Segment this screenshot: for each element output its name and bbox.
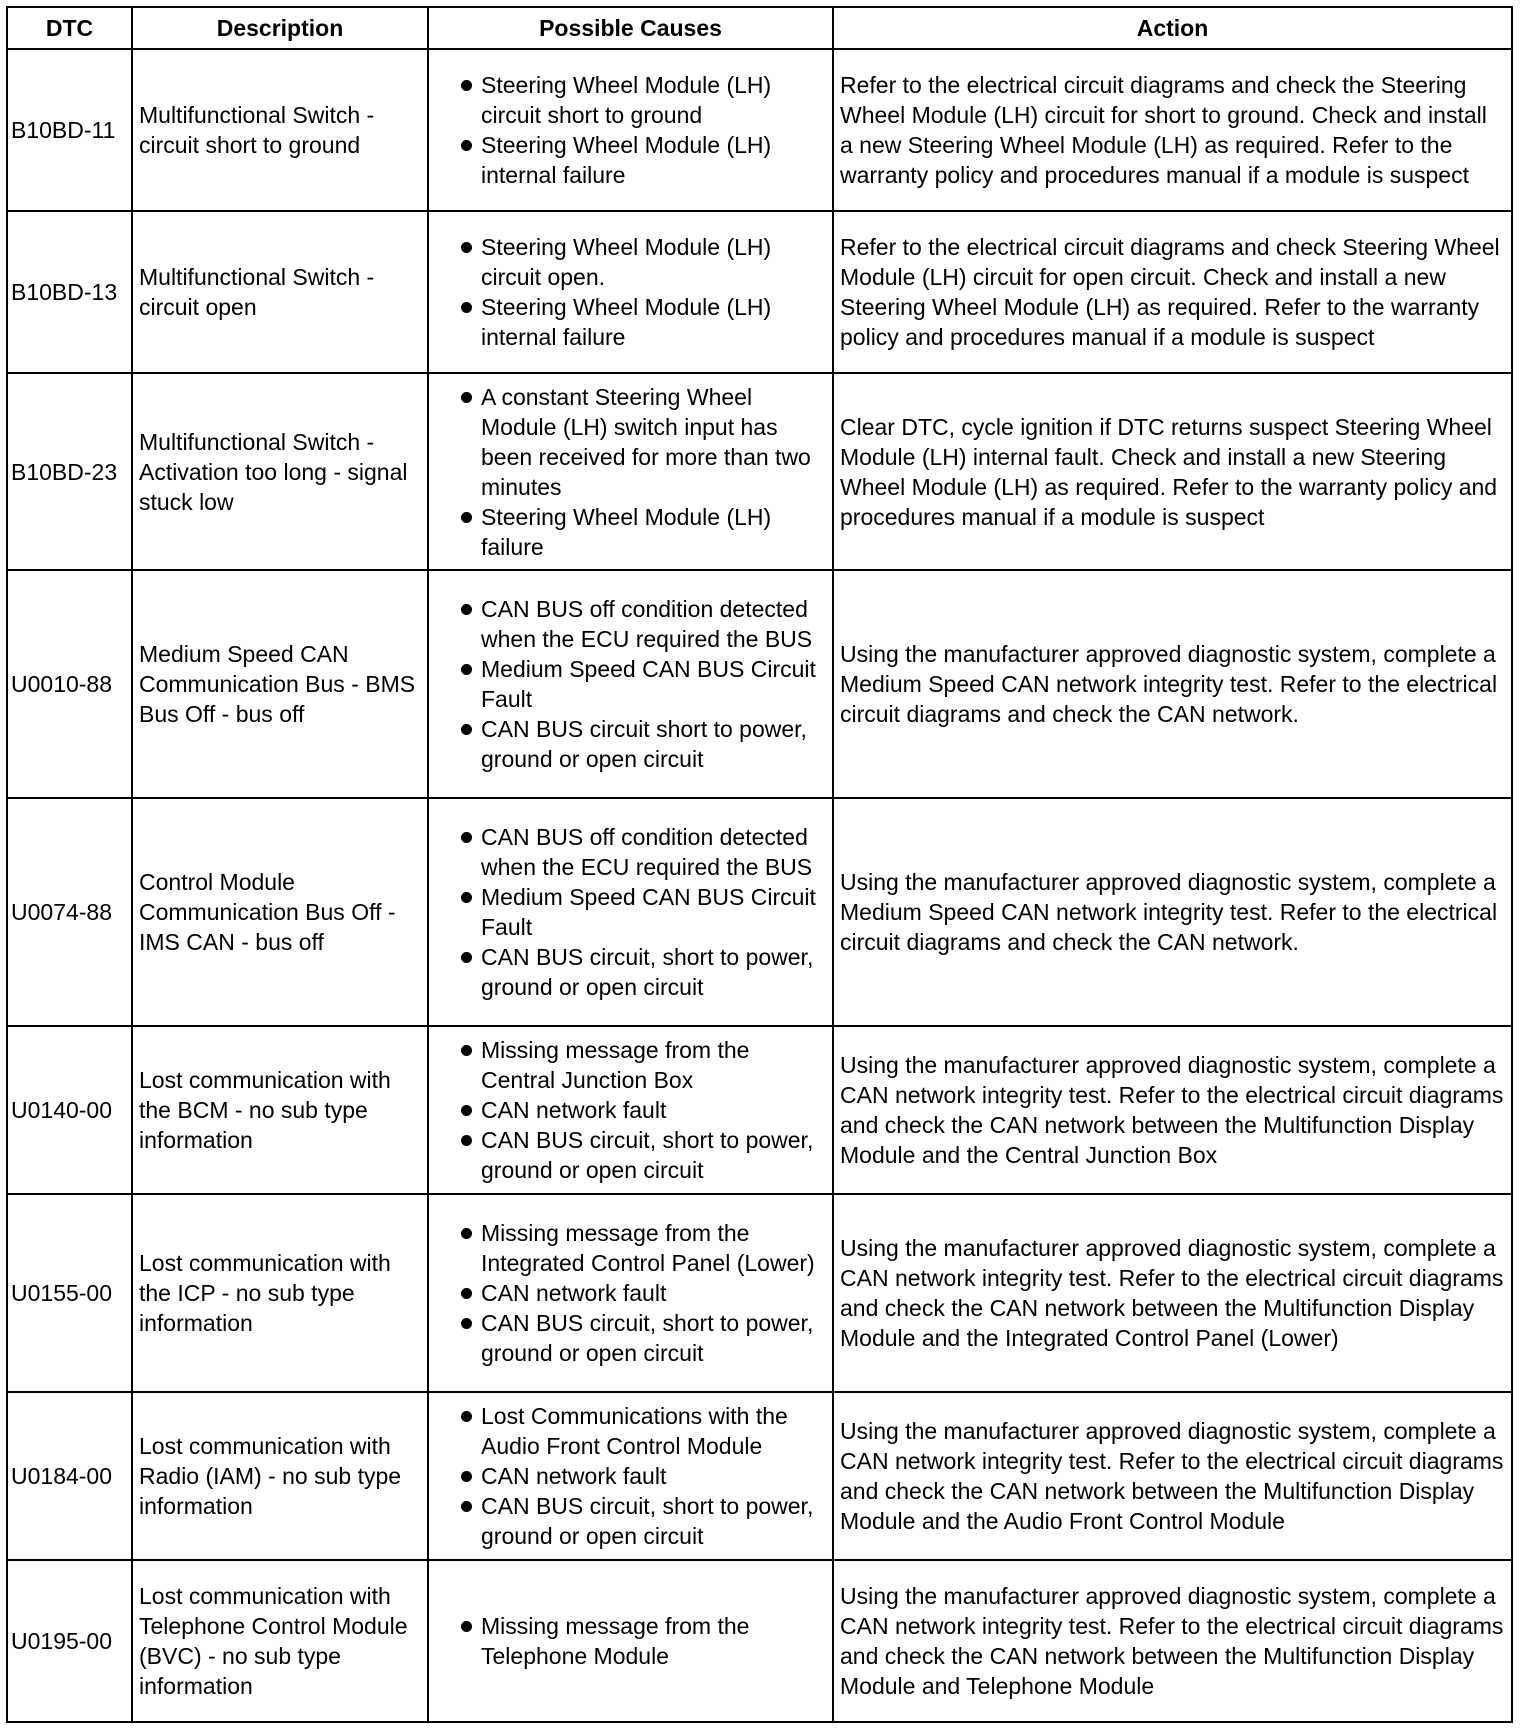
action-cell: Using the manufacturer approved diagnostic system, complete a CAN network integrity test. Refer to the electrical circuit diagrams and check the CAN network between the Multifunction Display Module and the Central Junction Box [833, 1026, 1512, 1194]
cause-list-item: CAN BUS circuit, short to power, ground or open circuit [443, 1125, 826, 1185]
possible-causes-cell [428, 211, 833, 373]
causes-list [435, 1035, 826, 1185]
table-row [7, 798, 1512, 1026]
header-row [7, 7, 1512, 49]
cause-list-item: CAN BUS off condition detected when the ECU required the BUS [443, 594, 826, 654]
possible-causes-cell [428, 373, 833, 570]
cause-list-item: Medium Speed CAN BUS Circuit Fault [443, 882, 826, 942]
dtc-code-cell: B10BD-13 [7, 211, 132, 373]
cause-list-item: CAN network fault [443, 1461, 826, 1491]
causes-list [435, 1401, 826, 1551]
description-cell: Medium Speed CAN Communication Bus - BMS Bus Off - bus off [132, 570, 428, 798]
cause-list-item: CAN BUS circuit, short to power, ground or open circuit [443, 1308, 826, 1368]
action-cell: Clear DTC, cycle ignition if DTC returns suspect Steering Wheel Module (LH) internal fault. Check and install a new Steering Wheel Module (LH) as required. Refer to the warranty policy and procedures manual if a module is suspect [833, 373, 1512, 570]
cause-list-item: Steering Wheel Module (LH) circuit open. [443, 232, 826, 292]
action-cell: Using the manufacturer approved diagnostic system, complete a CAN network integrity test. Refer to the electrical circuit diagrams and check the CAN network between the Multifunction Display Module and Telephone Module [833, 1560, 1512, 1722]
table-row [7, 1392, 1512, 1560]
causes-list [435, 594, 826, 774]
dtc-code-cell: U0195-00 [7, 1560, 132, 1722]
dtc-code-cell: U0184-00 [7, 1392, 132, 1560]
causes-list [435, 1611, 826, 1671]
dtc-code-cell: U0010-88 [7, 570, 132, 798]
description-cell: Multifunctional Switch - Activation too long - signal stuck low [132, 373, 428, 570]
dtc-code-cell: B10BD-11 [7, 49, 132, 211]
possible-causes-cell [428, 49, 833, 211]
causes-list [435, 232, 826, 352]
action-cell: Using the manufacturer approved diagnostic system, complete a Medium Speed CAN network integrity test. Refer to the electrical circuit diagrams and check the CAN network. [833, 798, 1512, 1026]
table-row [7, 1560, 1512, 1722]
table-row [7, 1026, 1512, 1194]
causes-list [435, 382, 826, 562]
cause-list-item: Steering Wheel Module (LH) failure [443, 502, 826, 562]
cause-list-item: Steering Wheel Module (LH) internal failure [443, 130, 826, 190]
description-cell: Multifunctional Switch - circuit short to ground [132, 49, 428, 211]
description-cell: Lost communication with the ICP - no sub type information [132, 1194, 428, 1392]
cause-list-item: Steering Wheel Module (LH) internal failure [443, 292, 826, 352]
header-action: Action [833, 7, 1512, 49]
dtc-code-cell: U0155-00 [7, 1194, 132, 1392]
causes-list [435, 1218, 826, 1368]
cause-list-item: Steering Wheel Module (LH) circuit short to ground [443, 70, 826, 130]
cause-list-item: Missing message from the Central Junction Box [443, 1035, 826, 1095]
action-cell: Refer to the electrical circuit diagrams and check Steering Wheel Module (LH) circuit for open circuit. Check and install a new Steering Wheel Module (LH) as required. Refer to the warranty policy and procedures manual if a module is suspect [833, 211, 1512, 373]
cause-list-item: CAN BUS circuit short to power, ground or open circuit [443, 714, 826, 774]
cause-list-item: CAN network fault [443, 1278, 826, 1308]
action-cell: Using the manufacturer approved diagnostic system, complete a Medium Speed CAN network integrity test. Refer to the electrical circuit diagrams and check the CAN network. [833, 570, 1512, 798]
table-row [7, 373, 1512, 570]
header-dtc: DTC [7, 7, 132, 49]
possible-causes-cell [428, 1560, 833, 1722]
cause-list-item: Missing message from the Integrated Control Panel (Lower) [443, 1218, 826, 1278]
possible-causes-cell [428, 1194, 833, 1392]
causes-list [435, 70, 826, 190]
dtc-code-cell: B10BD-23 [7, 373, 132, 570]
table-body [7, 49, 1512, 1722]
table-header [7, 7, 1512, 49]
header-description: Description [132, 7, 428, 49]
possible-causes-cell [428, 798, 833, 1026]
cause-list-item: CAN BUS circuit, short to power, ground or open circuit [443, 942, 826, 1002]
possible-causes-cell [428, 570, 833, 798]
dtc-code-cell: U0074-88 [7, 798, 132, 1026]
action-cell: Using the manufacturer approved diagnostic system, complete a CAN network integrity test. Refer to the electrical circuit diagrams and check the CAN network between the Multifunction Display Module and the Audio Front Control Module [833, 1392, 1512, 1560]
cause-list-item: CAN BUS circuit, short to power, ground or open circuit [443, 1491, 826, 1551]
table-row [7, 570, 1512, 798]
cause-list-item: CAN network fault [443, 1095, 826, 1125]
dtc-table [6, 6, 1513, 1723]
description-cell: Lost communication with Radio (IAM) - no sub type information [132, 1392, 428, 1560]
description-cell: Lost communication with the BCM - no sub type information [132, 1026, 428, 1194]
dtc-code-cell: U0140-00 [7, 1026, 132, 1194]
header-possible-causes: Possible Causes [428, 7, 833, 49]
causes-list [435, 822, 826, 1002]
table-row [7, 211, 1512, 373]
possible-causes-cell [428, 1392, 833, 1560]
cause-list-item: Medium Speed CAN BUS Circuit Fault [443, 654, 826, 714]
table-row [7, 49, 1512, 211]
cause-list-item: CAN BUS off condition detected when the ECU required the BUS [443, 822, 826, 882]
description-cell: Multifunctional Switch - circuit open [132, 211, 428, 373]
action-cell: Refer to the electrical circuit diagrams and check the Steering Wheel Module (LH) circuit for short to ground. Check and install a new Steering Wheel Module (LH) as required. Refer to the warranty policy and procedures manual if a module is suspect [833, 49, 1512, 211]
action-cell: Using the manufacturer approved diagnostic system, complete a CAN network integrity test. Refer to the electrical circuit diagrams and check the CAN network between the Multifunction Display Module and the Integrated Control Panel (Lower) [833, 1194, 1512, 1392]
cause-list-item: Missing message from the Telephone Module [443, 1611, 826, 1671]
table-row [7, 1194, 1512, 1392]
cause-list-item: Lost Communications with the Audio Front Control Module [443, 1401, 826, 1461]
description-cell: Control Module Communication Bus Off - IMS CAN - bus off [132, 798, 428, 1026]
cause-list-item: A constant Steering Wheel Module (LH) switch input has been received for more than two minutes [443, 382, 826, 502]
description-cell: Lost communication with Telephone Control Module (BVC) - no sub type information [132, 1560, 428, 1722]
possible-causes-cell [428, 1026, 833, 1194]
